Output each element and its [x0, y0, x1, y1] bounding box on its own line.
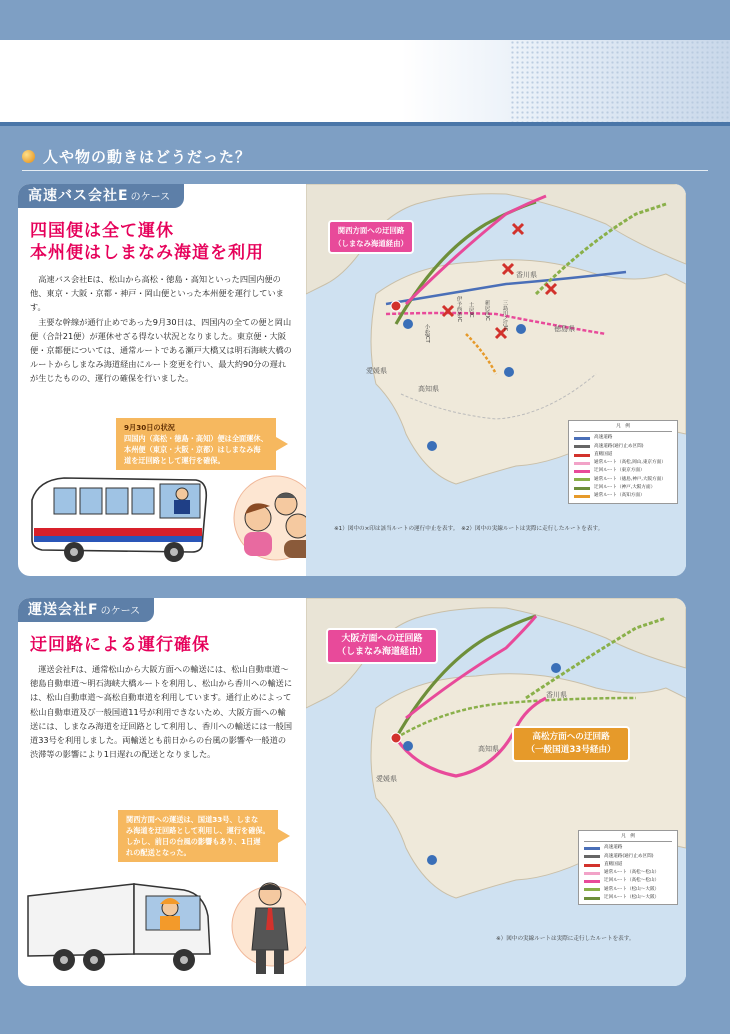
body-paragraph: 運送会社Fは、通常松山から大阪方面への輸送には、松山自動車道～徳島自動車道～明石海峡大橋ルートを利用し、松山から香川への輸送には、松山自動車道～高松自動車道を利用しています。通行止めによって松山自動車道及び一般国道11号が利用できないため、大阪方面への輸送には、しまなみ海道を迂回路として利用し、香川への輸送には一般国道33号を利用しました。両輸送とも前日からの台風の影響や一般道の渋滞等の影響により1日遅れの配送となりました。	[30, 664, 293, 760]
route-map	[306, 598, 686, 986]
legend-row	[584, 861, 672, 869]
banner-stripe	[0, 122, 730, 126]
callout-heading: 9月30日の状況	[124, 423, 175, 432]
legend-label: 通常ルート（高松～松山）	[604, 870, 660, 876]
body-paragraph: 主要な幹線が通行止めであった9月30日は、四国内の全ての便と岡山便（合計21便）が運休せざる得ない状況となりました。東京便・大阪便・京都便については、通常ルートである瀬戸大橋又は明石海峡大橋のルートからしまなみ海道経由にルート変更を行い、最大約90分の遅れが生じたものの、運行の確保を行いました。	[30, 316, 292, 384]
truck-illustration	[24, 876, 224, 978]
map-label: 伊予西条IC	[456, 296, 462, 322]
legend-label: 通常ルート（高松,岡山,東京方面）	[594, 460, 666, 466]
bus-illustration	[24, 470, 214, 566]
map-label: 土居IC	[468, 302, 474, 318]
legend-label: 高速道路	[594, 435, 613, 441]
legend-row	[584, 886, 672, 894]
detour-tag-line: （しまなみ海道経由）	[334, 239, 408, 248]
body-paragraph: 高速バス会社Eは、松山から高松・徳島・高知といった四国内便の他、東京・大阪・京都・神戸・岡山便といった本州便を運行しています。	[30, 274, 284, 313]
detour-tag-line: （しまなみ海道経由）	[336, 647, 427, 657]
callout-line: れの配送となった。	[126, 848, 191, 857]
section-title: 人や物の動きはどうだった？	[43, 147, 252, 166]
detour-tag	[326, 628, 438, 664]
case-title-1: 四国便は全て運休	[30, 221, 174, 241]
status-callout	[116, 418, 276, 470]
legend-label: 直轄国道	[604, 861, 623, 867]
legend-row	[584, 844, 672, 852]
case-tab-name: 高速バス会社E	[28, 188, 129, 204]
legend-label: 迂回ルート（松山～大阪）	[604, 895, 660, 901]
map-label: 徳島県	[554, 325, 575, 333]
map-legend	[568, 420, 678, 504]
legend-label: 通常ルート（松山～大阪）	[604, 886, 660, 892]
case-card-bus	[18, 184, 686, 576]
case-body	[30, 662, 292, 761]
legend-label: 直轄国道	[594, 451, 613, 457]
map-label: 三島川之江IC	[502, 300, 508, 332]
map-note: ※1）図中の×印は該当ルートの運行中止を表す。 ※2）図中の実線ルートは実際に走行したルートを表す。	[334, 526, 604, 532]
case-body	[30, 272, 292, 386]
detour-tag-line: 大阪方面への迂回路	[341, 634, 423, 644]
map-label: 香川県	[546, 691, 567, 699]
case-tab-name: 運送会社F	[28, 602, 99, 618]
detour-tag-line: 関西方面への迂回路	[337, 226, 405, 235]
businessman-illustration	[230, 874, 314, 978]
case-title: 迂回路による運行確保	[30, 635, 210, 655]
detour-tag	[512, 726, 630, 762]
map-label: 高知県	[418, 385, 439, 393]
case-tab-suffix: のケース	[100, 606, 141, 617]
legend-row	[584, 853, 672, 861]
map-label: 愛媛県	[366, 367, 387, 375]
legend-row	[574, 476, 672, 484]
legend-label: 迂回ルート（神戸,大阪方面）	[594, 485, 656, 491]
legend-title: 凡 例	[584, 833, 672, 842]
case-tab	[18, 184, 184, 208]
map-label: 愛媛県	[376, 775, 397, 783]
legend-label: 通常ルート（高知方面）	[594, 493, 645, 499]
map-label: 香川県	[516, 271, 537, 279]
legend-label: 迂回ルート（東京方面）	[594, 468, 645, 474]
map-label: 新居浜IC	[484, 300, 490, 321]
legend-row	[574, 434, 672, 442]
legend-row	[584, 894, 672, 902]
case-title-2: 本州便はしまなみ海道を利用	[30, 243, 264, 263]
legend-row	[574, 451, 672, 459]
callout-line: しかし、前日の台風の影響もあり、1日遅	[126, 837, 261, 846]
legend-label: 通常ルート（徳島,神戸,大阪方面）	[594, 476, 666, 482]
status-callout	[118, 810, 278, 862]
map-label: 高知県	[478, 745, 499, 753]
legend-row	[574, 459, 672, 467]
case-tab	[18, 598, 154, 622]
detour-tag-line: 高松方面への迂回路	[532, 732, 610, 742]
heading-divider	[22, 170, 708, 171]
legend-row	[574, 467, 672, 475]
map-note: ※）図中の実線ルートは実際に走行したルートを表す。	[496, 936, 635, 942]
detour-tag-line: （一般国道33号経由）	[526, 745, 616, 755]
case-tab-suffix: のケース	[130, 192, 171, 203]
legend-label: 迂回ルート（高松～松山）	[604, 878, 660, 884]
legend-title: 凡 例	[574, 423, 672, 432]
legend-row	[574, 492, 672, 500]
callout-line: 関西方面への運送は、国道33号、しまな	[126, 815, 259, 824]
bullet-icon	[22, 150, 35, 163]
detour-tag	[328, 220, 414, 254]
legend-label: 高速道路	[604, 845, 623, 851]
callout-line: 四国内（高松・徳島・高知）便は全面運休、	[124, 434, 268, 443]
legend-label: 高速道路(通行止め区間)	[594, 443, 644, 449]
callout-line: み海道を迂回路として利用し、運行を確保。	[126, 826, 270, 835]
map-legend	[578, 830, 678, 905]
callout-line: 道を迂回路として運行を確保。	[124, 456, 225, 465]
legend-row	[584, 877, 672, 885]
map-label: 小松JCT	[424, 324, 430, 343]
legend-row	[574, 484, 672, 492]
legend-label: 高速道路(通行止め区間)	[604, 853, 654, 859]
section-heading	[22, 146, 251, 166]
legend-row	[584, 869, 672, 877]
legend-row	[574, 443, 672, 451]
case-card-freight	[18, 598, 686, 986]
route-map	[306, 184, 686, 576]
callout-line: 本州便（東京・大阪・京都）はしまなみ海	[124, 445, 261, 454]
banner-dot-pattern	[510, 40, 730, 126]
